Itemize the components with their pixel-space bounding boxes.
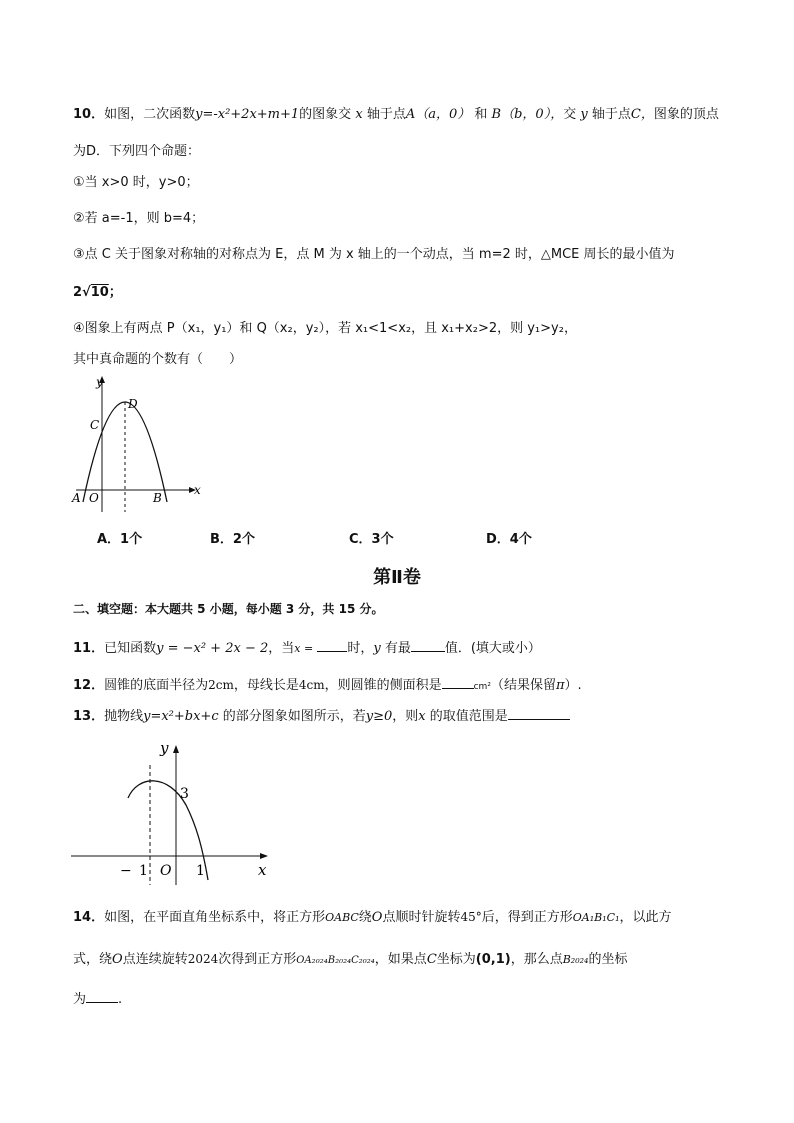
q11-text: 值．(填大或小） <box>444 641 541 656</box>
q10-statement-2: ②若 a=-1，则 b=4； <box>73 211 205 226</box>
label-b: B <box>153 491 162 505</box>
q14-text: ，以此方 <box>619 910 672 925</box>
end-mark: ； <box>108 285 122 300</box>
q13-text: ，则 <box>392 709 419 724</box>
q13-parabola-graph <box>68 735 278 890</box>
q10-statement-3-value: 2√10； <box>73 285 122 300</box>
q13-text: 的取值范围是 <box>429 709 508 724</box>
q10-statement-1: ①当 x>0 时，y>0； <box>73 175 199 190</box>
q12-text: ，母线长是 <box>233 678 299 693</box>
q13-blank[interactable] <box>508 705 570 720</box>
q11-number: 11． <box>73 641 105 656</box>
q12-blank[interactable] <box>442 674 474 689</box>
q13-number: 13． <box>73 709 105 724</box>
section-title: 第Ⅱ卷 <box>373 567 421 588</box>
q12-slant: 4cm <box>298 678 325 692</box>
q11-text: ，当 <box>268 641 295 656</box>
q11-y: y <box>373 641 381 656</box>
label-c: C <box>90 418 100 432</box>
label-1: 1 <box>196 863 205 879</box>
q10-text: 交 <box>563 107 577 122</box>
q10-line1 <box>73 106 719 124</box>
q14-c: C <box>426 952 437 967</box>
q10-text: 和 <box>474 107 488 122</box>
q14-o: O <box>112 952 123 967</box>
label-minus: − <box>120 863 132 879</box>
y-axis-arrow <box>173 745 179 753</box>
q14-text: 后，得到正方形 <box>481 910 573 925</box>
label-3: 3 <box>180 786 189 802</box>
y-label: y <box>96 375 103 389</box>
y-label: y <box>160 739 169 757</box>
q10-parabola-graph <box>68 372 208 514</box>
q13-text: 的部分图象如图所示，若 <box>222 709 366 724</box>
q11-blank-1[interactable] <box>317 637 347 652</box>
point-c: C， <box>630 107 654 122</box>
point-b: B（b，0）， <box>491 107 564 122</box>
x-label: x <box>194 483 201 497</box>
q10-number: 10． <box>73 107 105 122</box>
q13-formula: y=x²+bx+c <box>143 709 219 724</box>
choice-b[interactable]: B．2个 <box>210 532 255 547</box>
q14-blank[interactable] <box>86 988 118 1003</box>
point-a: A（a，0） <box>405 107 471 122</box>
q10-text: 轴于点 <box>366 107 406 122</box>
q14-square-2024: OA₂₀₂₄B₂₀₂₄C₂₀₂₄ <box>296 955 375 966</box>
var-y: y <box>580 107 588 122</box>
q14-text: 绕 <box>358 910 372 925</box>
q14-line3 <box>73 988 122 1009</box>
q13-line <box>73 705 570 726</box>
q10-text: 轴于点 <box>591 107 631 122</box>
q14-line1 <box>73 908 672 927</box>
q14-number: 14． <box>73 910 105 925</box>
q14-text: 的坐标 <box>588 952 628 967</box>
q10-question: 其中真命题的个数有（ ） <box>73 352 243 367</box>
label-a: A <box>72 491 81 505</box>
q14-text: ，那么点 <box>510 952 563 967</box>
q13-x: x <box>418 709 426 724</box>
q14-text: 坐标为 <box>436 952 476 967</box>
choice-d[interactable]: D．4个 <box>486 532 532 547</box>
q14-b2024: B₂₀₂₄ <box>562 953 589 966</box>
q10-text: 的图象交 <box>299 107 352 122</box>
x-label: x <box>258 861 267 879</box>
q14-o: O <box>371 910 383 925</box>
x-axis-arrow <box>260 853 268 859</box>
q12-text: 圆锥的底面半径为 <box>104 678 209 693</box>
choice-a[interactable]: A．1个 <box>97 532 143 547</box>
q12-text: （结果保留 <box>490 678 556 693</box>
q13-text: 抛物线 <box>104 709 144 724</box>
q10-text: 如图，二次函数 <box>104 107 196 122</box>
q14-text: 点连续旋转 <box>122 952 188 967</box>
q14-coord: (0,1) <box>475 952 511 967</box>
coef: 2 <box>73 285 83 300</box>
q11-text: 已知函数 <box>104 641 157 656</box>
label-d: D <box>128 397 138 411</box>
q14-text: 点顺时针旋转 <box>382 910 461 925</box>
q14-text: 次得到正方形 <box>218 952 297 967</box>
choice-c[interactable]: C．3个 <box>349 532 394 547</box>
label-neg-1: 1 <box>139 863 148 879</box>
q10-statement-3: ③点 C 关于图象对称轴的对称点为 E，点 M 为 x 轴上的一个动点，当 m=2 时，△MCE 周长的最小值为 <box>73 247 675 262</box>
radicand: 10 <box>90 285 109 300</box>
q12-text: ，则圆锥的侧面积是 <box>324 678 442 693</box>
q11-blank-2[interactable] <box>411 637 445 652</box>
label-o: O <box>89 491 99 505</box>
label-o: O <box>160 863 172 879</box>
q11-x-eq: x = <box>294 642 314 655</box>
q11-formula: y = −x² + 2x − 2 <box>156 641 269 656</box>
q12-text: ）. <box>564 678 582 693</box>
q12-unit: cm² <box>473 682 491 692</box>
q11-line <box>73 637 541 658</box>
q10-line2: 为D．下列四个命题： <box>73 144 201 159</box>
q12-radius: 2cm <box>208 678 234 692</box>
q14-angle: 45° <box>460 910 482 924</box>
q11-text: 时， <box>347 641 374 656</box>
q14-text: 如图，在平面直角坐标系中，将正方形 <box>104 910 326 925</box>
q12-pi: π <box>555 678 565 693</box>
q14-text: ，如果点 <box>374 952 427 967</box>
q14-end: . <box>118 992 123 1007</box>
q10-text: 图象的顶点 <box>653 107 719 122</box>
q14-line2 <box>73 950 627 970</box>
q14-square-1: OA₁B₁C₁ <box>572 911 620 924</box>
q14-oabc: OABC <box>325 911 359 924</box>
q12-line <box>73 674 582 696</box>
q13-condition: y≥0 <box>365 709 393 724</box>
q14-count: 2024 <box>187 952 219 966</box>
q12-number: 12． <box>73 678 105 693</box>
q10-formula: y=-x²+2x+m+1 <box>195 107 300 122</box>
var-x: x <box>355 107 363 122</box>
q14-text: 为 <box>73 992 87 1007</box>
part2-heading: 二、填空题：本大题共 5 小题，每小题 3 分，共 15 分。 <box>73 602 384 616</box>
q14-text: 式，绕 <box>73 952 113 967</box>
q10-statement-4: ④图象上有两点 P（x₁，y₁）和 Q（x₂，y₂），若 x₁<1<x₂，且 x₁+x₂>2，则 y₁>y₂， <box>73 321 577 336</box>
q11-text: 有最 <box>384 641 411 656</box>
